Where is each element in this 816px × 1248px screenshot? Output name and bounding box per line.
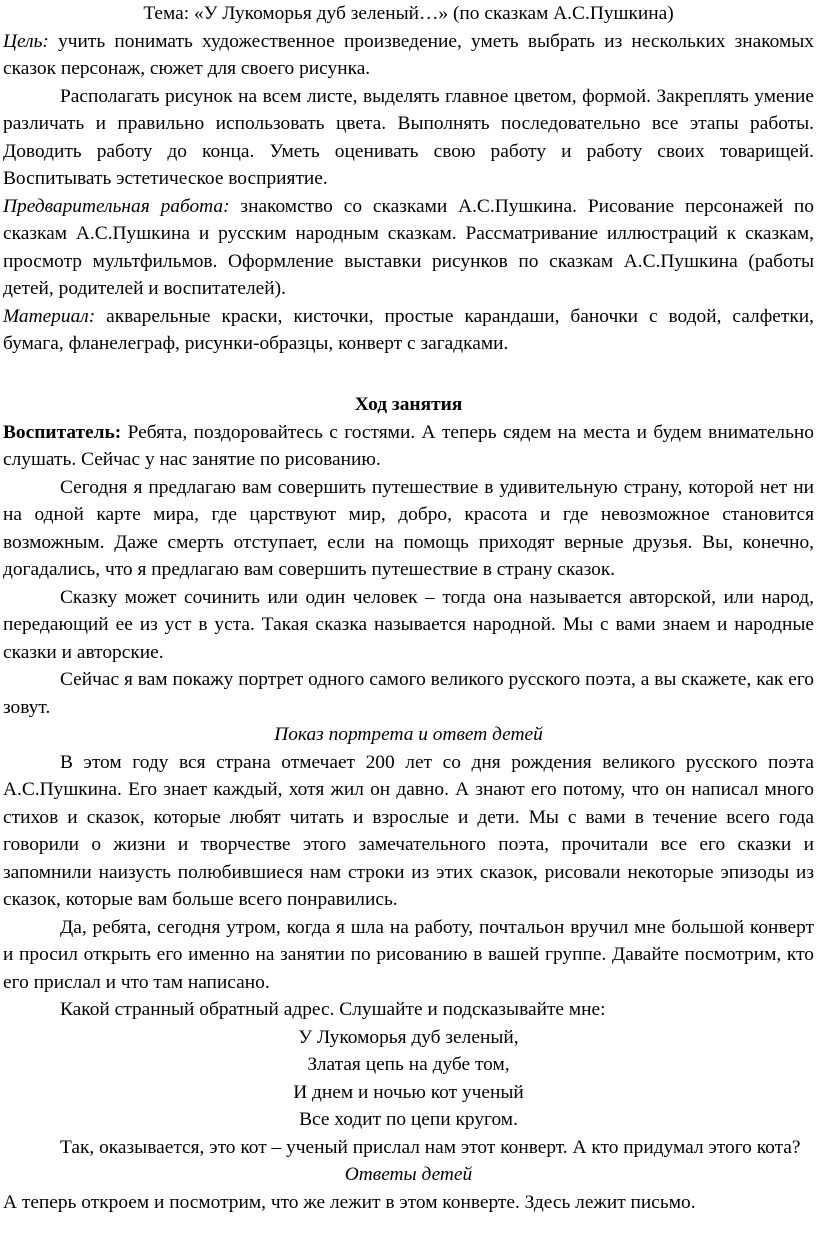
paragraph-address: Какой странный обратный адрес. Слушайте и подсказывайте мне: <box>60 999 606 1020</box>
prework-text: знакомство со сказками А.С.Пушкина. Рисование персонажей по сказкам А.С.Пушкина и русским народным сказкам. Рассматривание иллюстраций к сказкам, просмотр мультфильмов. Оформление выставки рисунков по сказкам А.С.Пушкина (работы детей, родителей и воспитателей). <box>3 195 814 299</box>
prework-label: Предварительная работа: <box>3 195 230 217</box>
material-label: Материал: <box>3 305 96 327</box>
goal-paragraph-2: Располагать рисунок на всем листе, выделять главное цветом, формой. Закреплять умение различать и правильно использовать цвета. Выполнять последовательно все этапы работы. Доводить работу до конца. Уметь оценивать свою работу и работу своих товарищей. Воспитывать эстетическое восприятие. <box>3 85 814 189</box>
paragraph-pushkin: В этом году вся страна отмечает 200 лет со дня рождения великого русского поэта А.С.Пушкина. Его знает каждый, хотя жил он давно. А знают его потому, что он написал много стихов и сказок, которые любят читать и взрослые и дети. Мы с вами в течение всего года говорили о жизни и творчестве этого замечательного поэта, прочитали все его сказки и запомнили наизусть полюбившиеся нам строки из этих сказок, рисовали некоторые эпизоды из сказок, которые вам больше всего понравились. <box>3 751 814 910</box>
material-paragraph <box>3 303 814 358</box>
paragraph-envelope: Да, ребята, сегодня утром, когда я шла на работу, почтальон вручил мне большой конверт и просил открыть его именно на занятии по рисованию в вашей группе. Давайте посмотрим, кто его прислал и что там написано. <box>3 916 814 993</box>
document-title: Тема: «У Лукоморья дуб зеленый…» (по сказкам А.С.Пушкина) <box>143 3 674 24</box>
teacher-text: Ребята, поздоровайтесь с гостями. А теперь сядем на места и будем внимательно слушать. Сейчас у нас занятие по рисованию. <box>3 421 814 470</box>
stage-note-answers: Ответы детей <box>344 1164 473 1185</box>
poem-line: Златая цепь на дубе том, <box>307 1054 510 1075</box>
blank-line <box>3 358 814 386</box>
paragraph-letter: А теперь откроем и посмотрим, что же лежит в этом конверте. Здесь лежит письмо. <box>3 1191 696 1213</box>
teacher-label: Воспитатель: <box>3 421 122 443</box>
paragraph-fairytale: Сказку может сочинить или один человек – тогда она называется авторской, или народ, передающий ее из уст в уста. Такая сказка называется народной. Мы с вами знаем и народные сказки и авторские. <box>3 586 814 663</box>
goal-paragraph <box>3 28 814 83</box>
section-heading: Ход занятия <box>354 394 463 415</box>
poem-line: У Лукоморья дуб зеленый, <box>298 1026 519 1048</box>
stage-note-portrait: Показ портрета и ответ детей <box>274 724 543 745</box>
teacher-paragraph <box>3 419 814 474</box>
poem-line: Все ходит по цепи кругом. <box>299 1109 518 1130</box>
paragraph-cat: Так, оказывается, это кот – ученый прислал нам этот конверт. А кто придумал этого кота? <box>60 1136 801 1158</box>
poem <box>3 1024 814 1134</box>
goal-text: учить понимать художественное произведение, уметь выбрать из нескольких знакомых сказок персонаж, сюжет для своего рисунка. <box>3 30 814 79</box>
poem-line: И днем и ночью кот ученый <box>293 1081 524 1103</box>
material-text: акварельные краски, кисточки, простые карандаши, баночки с водой, салфетки, бумага, фланелеграф, рисунки-образцы, конверт с загадками. <box>3 305 814 354</box>
goal-label: Цель: <box>3 30 49 52</box>
prework-paragraph <box>3 193 814 303</box>
paragraph-portrait: Сейчас я вам покажу портрет одного самого великого русского поэта, а вы скажете, как его зовут. <box>3 669 814 718</box>
paragraph-journey: Сегодня я предлагаю вам совершить путешествие в удивительную страну, которой нет ни на одной карте мира, где царствуют мир, добро, красота и где невозможное становится возможным. Даже смерть отступает, если на помощь приходят верные друзья. Вы, конечно, догадались, что я предлагаю вам совершить путешествие в страну сказок. <box>3 476 814 580</box>
